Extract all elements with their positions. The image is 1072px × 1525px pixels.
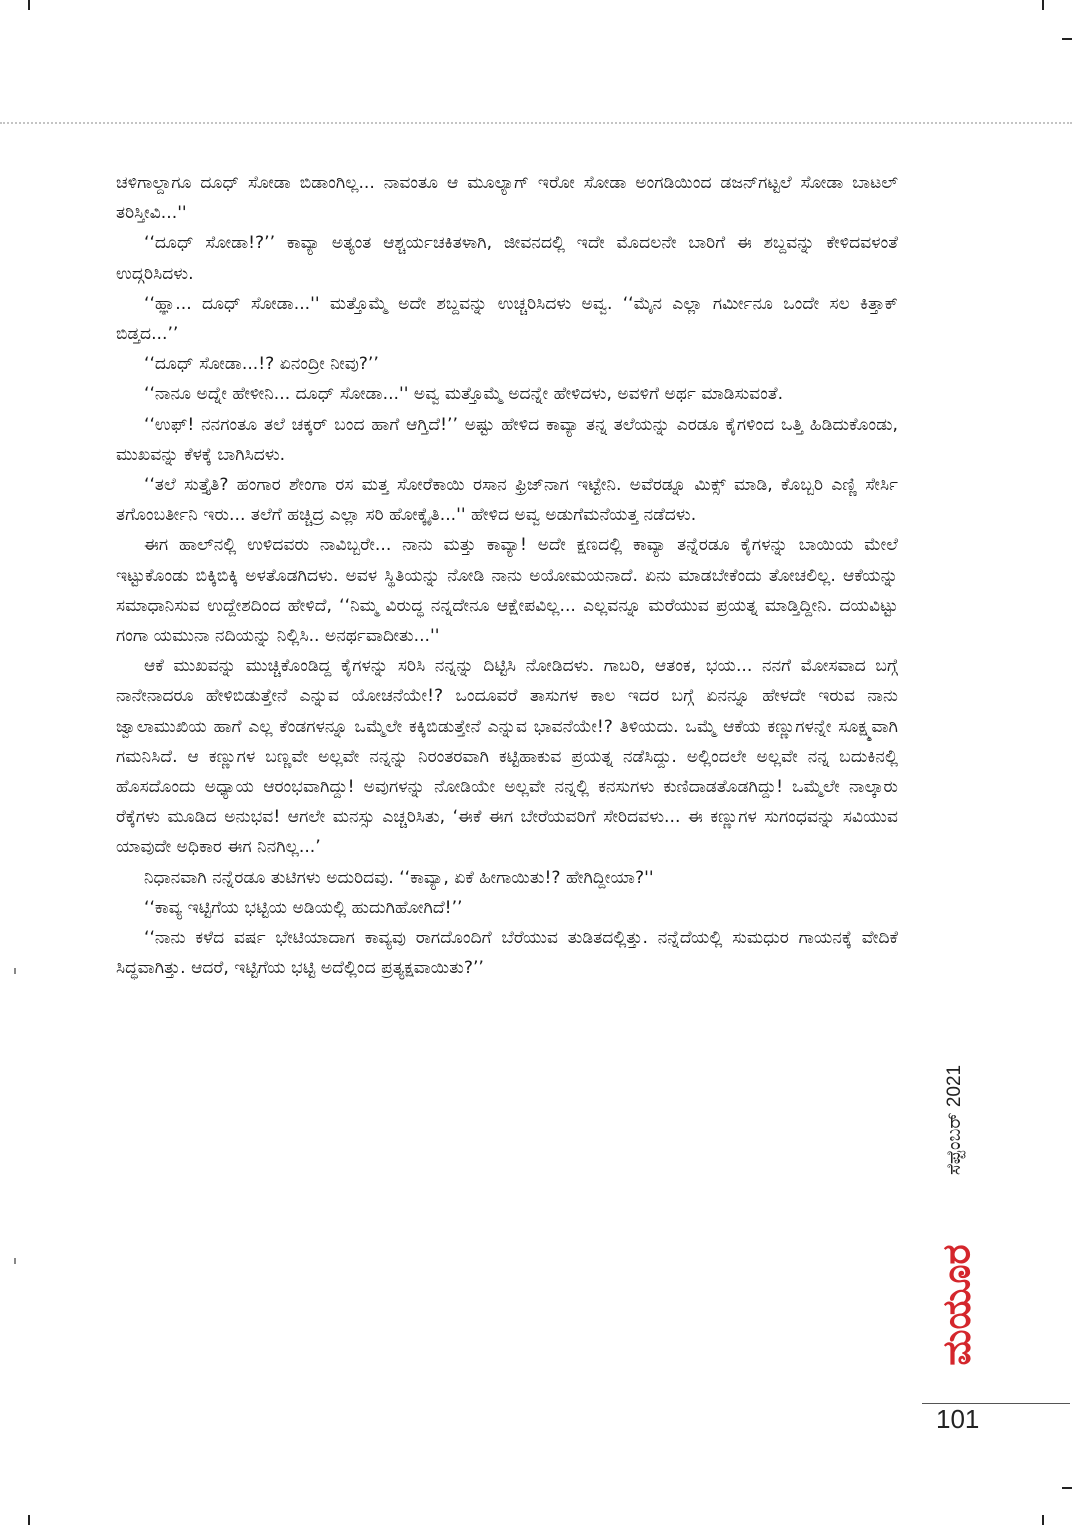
magazine-logo: ಮಯೂರ: [934, 1244, 979, 1366]
paragraph: ಆಕೆ ಮುಖವನ್ನು ಮುಚ್ಚಿಕೊಂಡಿದ್ದ ಕೈಗಳನ್ನು ಸರಿಸಿ ನನ್ನನ್ನು ದಿಟ್ಟಿಸಿ ನೋಡಿದಳು. ಗಾಬರಿ, ಆತಂಕ, ಭಯ... ನನಗೆ ಮೋಸವಾದ ಬಗ್ಗೆ ನಾನೇನಾದರೂ ಹೇಳಿಬಿಡುತ್ತೇನೆ ಎನ್ನುವ ಯೋಚನೆಯೇ!? ಒಂದೂವರೆ ತಾಸುಗಳ ಕಾಲ ಇದರ ಬಗ್ಗೆ ಏನನ್ನೂ ಹೇಳದೇ ಇರುವ ನಾನು ಜ್ವಾಲಾಮುಖಿಯ ಹಾಗೆ ಎಲ್ಲ ಕೆಂಡಗಳನ್ನೂ ಒಮ್ಮೆಲೇ ಕಕ್ಕಿಬಿಡುತ್ತೇನೆ ಎನ್ನುವ ಭಾವನೆಯೇ!? ತಿಳಿಯದು. ಒಮ್ಮೆ ಆಕೆಯ ಕಣ್ಣುಗಳನ್ನೇ ಸೂಕ್ಷ್ಮವಾಗಿ ಗಮನಿಸಿದೆ. ಆ ಕಣ್ಣುಗಳ ಬಣ್ಣವೇ ಅಲ್ಲವೇ ನನ್ನನ್ನು ನಿರಂತರವಾಗಿ ಕಟ್ಟಿಹಾಕುವ ಪ್ರಯತ್ನ ನಡೆಸಿದ್ದು. ಅಲ್ಲಿಂದಲೇ ಅಲ್ಲವೇ ನನ್ನ ಬದುಕಿನಲ್ಲಿ ಹೊಸದೊಂದು ಅಧ್ಯಾಯ ಆರಂಭವಾಗಿದ್ದು! ಅವುಗಳನ್ನು ನೋಡಿಯೇ ಅಲ್ಲವೇ ನನ್ನಲ್ಲಿ ಕನಸುಗಳು ಕುಣಿದಾಡತೊಡಗಿದ್ದು! ಒಮ್ಮೆಲೇ ನಾಲ್ಕಾರು ರೆಕ್ಕೆಗಳು ಮೂಡಿದ ಅನುಭವ! ಆಗಲೇ ಮನಸ್ಸು ಎಚ್ಚರಿಸಿತು, ‘ಈಕೆ ಈಗ ಬೇರೆಯವರಿಗೆ ಸೇರಿದವಳು... ಈ ಕಣ್ಣುಗಳ ಸುಗಂಧವನ್ನು ಸವಿಯುವ ಯಾವುದೇ ಅಧಿಕಾರ ಈಗ ನಿನಗಿಲ್ಲ...’: [116, 656, 898, 858]
crop-mark-top-right-side: [1062, 38, 1072, 40]
paragraph: ‘‘ನಾನು ಕಳೆದ ವರ್ಷ ಭೇಟಿಯಾದಾಗ ಕಾವ್ಯವು ರಾಗದೊಂದಿಗೆ ಬೆರೆಯುವ ತುಡಿತದಲ್ಲಿತ್ತು. ನನ್ನೆದೆಯಲ್ಲಿ ಸುಮಧುರ ಗಾಯನಕ್ಕೆ ವೇದಿಕೆ ಸಿದ್ಧವಾಗಿತ್ತು. ಆದರೆ, ಇಟ್ಟಿಗೆಯ ಭಟ್ಟಿ ಅದೆಲ್ಲಿಂದ ಪ್ರತ್ಯಕ್ಷವಾಯಿತು?’’: [116, 928, 898, 979]
page-number: 101: [936, 1404, 980, 1434]
crop-mark-top-right: [1042, 0, 1044, 10]
paragraph: ಚಳಿಗಾಲ್ದಾಗೂ ದೂಧ್ ಸೋಡಾ ಬಿಡಾಂಗಿಲ್ಲ... ನಾವಂತೂ ಆ ಮೂಲ್ಯಾಗ್ ಇರೋ ಸೋಡಾ ಅಂಗಡಿಯಿಂದ ಡಜನ್‌ಗಟ್ಟಲೆ ಸೋಡಾ ಬಾಟಲ್ ತರಿಸ್ತೀವಿ...'': [116, 173, 898, 224]
paragraph: ‘‘ದೂಧ್ ಸೋಡಾ...!? ಏನಂದ್ರೀ ನೀವು?’’: [144, 354, 379, 375]
paragraph: ‘‘ನಾನೂ ಅದ್ನೇ ಹೇಳೀನಿ... ದೂಧ್ ಸೋಡಾ...'' ಅವ್ವ ಮತ್ತೊಮ್ಮೆ ಅದನ್ನೇ ಹೇಳಿದಳು, ಅವಳಿಗೆ ಅರ್ಥ ಮಾಡಿಸುವಂತೆ.: [144, 384, 784, 405]
article-body: [116, 168, 898, 983]
print-speck: [14, 968, 16, 974]
paragraph: ‘‘ಹ್ಞಾ... ದೂಧ್ ಸೋಡಾ...'' ಮತ್ತೊಮ್ಮೆ ಅದೇ ಶಬ್ದವನ್ನು ಉಚ್ಚರಿಸಿದಳು ಅವ್ವ. ‘‘ಮೈನ ಎಲ್ಲಾ ಗರ್ಮೀನೂ ಒಂದೇ ಸಲ ಕಿತ್ತಾಕ್ ಬಿಡ್ತದ...’’: [116, 293, 898, 345]
crop-mark-top-left: [28, 0, 30, 10]
crop-mark-bottom-left: [28, 1515, 30, 1525]
paragraph: ‘‘ಉಫ್! ನನಗಂತೂ ತಲೆ ಚಕ್ಕರ್ ಬಂದ ಹಾಗೆ ಆಗ್ತಿದೆ!’’ ಅಷ್ಟು ಹೇಳಿದ ಕಾವ್ಯಾ ತನ್ನ ತಲೆಯನ್ನು ಎರಡೂ ಕೈಗಳಿಂದ ಒತ್ತಿ ಹಿಡಿದುಕೊಂಡು, ಮುಖವನ್ನು ಕೆಳಕ್ಕೆ ಬಾಗಿಸಿದಳು.: [116, 414, 898, 465]
crop-mark-bottom-right-side: [1062, 1487, 1072, 1489]
header-dotted-rule: [0, 122, 1072, 124]
print-speck: [14, 1258, 16, 1264]
paragraph: ‘‘ತಲೆ ಸುತ್ತೈತಿ? ಹಂಗಾರ ಶೇಂಗಾ ರಸ ಮತ್ತ ಸೋರೆಕಾಯಿ ರಸಾನ ಫ್ರಿಜ್‌ನಾಗ ಇಟ್ಟೇನಿ. ಅವೆರಡ್ನೂ ಮಿಕ್ಸ್ ಮಾಡಿ, ಕೊಬ್ಬರಿ ಎಣ್ಣಿ ಸೇರ್ಸಿ ತಗೊಂಬರ್ತೀನಿ ಇರು... ತಲೆಗೆ ಹಚ್ಚಿದ್ರ ಎಲ್ಲಾ ಸರಿ ಹೋಕ್ಕೈತಿ...'' ಹೇಳಿದ ಅವ್ವ ಅಡುಗೆಮನೆಯತ್ತ ನಡೆದಳು.: [116, 475, 898, 526]
paragraph: ‘‘ದೂಧ್ ಸೋಡಾ!?’’ ಕಾವ್ಯಾ ಅತ್ಯಂತ ಆಶ್ಚರ್ಯಚಕಿತಳಾಗಿ, ಜೀವನದಲ್ಲಿ ಇದೇ ಮೊದಲನೇ ಬಾರಿಗೆ ಈ ಶಬ್ದವನ್ನು ಕೇಳಿದವಳಂತೆ ಉದ್ಗರಿಸಿದಳು.: [116, 233, 898, 284]
crop-mark-bottom-right: [1042, 1515, 1044, 1525]
issue-date: ಸೆಪ್ಟೆಂಬರ್ 2021: [944, 1064, 965, 1176]
paragraph: ‘‘ಕಾವ್ಯ ಇಟ್ಟಿಗೆಯ ಭಟ್ಟಿಯ ಅಡಿಯಲ್ಲಿ ಹುದುಗಿಹೋಗಿದೆ!’’: [144, 897, 463, 918]
paragraph: ಈಗ ಹಾಲ್‌ನಲ್ಲಿ ಉಳಿದವರು ನಾವಿಬ್ಬರೇ... ನಾನು ಮತ್ತು ಕಾವ್ಯಾ! ಅದೇ ಕ್ಷಣದಲ್ಲಿ ಕಾವ್ಯಾ ತನ್ನೆರಡೂ ಕೈಗಳನ್ನು ಬಾಯಿಯ ಮೇಲೆ ಇಟ್ಟುಕೊಂಡು ಬಿಕ್ಕಿಬಿಕ್ಕಿ ಅಳತೊಡಗಿದಳು. ಅವಳ ಸ್ಥಿತಿಯನ್ನು ನೋಡಿ ನಾನು ಅಯೋಮಯನಾದೆ. ಏನು ಮಾಡಬೇಕೆಂದು ತೋಚಲಿಲ್ಲ. ಆಕೆಯನ್ನು ಸಮಾಧಾನಿಸುವ ಉದ್ದೇಶದಿಂದ ಹೇಳಿದೆ, ‘‘ನಿಮ್ಮ ವಿರುದ್ಧ ನನ್ನದೇನೂ ಆಕ್ಷೇಪವಿಲ್ಲ... ಎಲ್ಲವನ್ನೂ ಮರೆಯುವ ಪ್ರಯತ್ನ ಮಾಡ್ತಿದ್ದೀನಿ. ದಯವಿಟ್ಟು ಗಂಗಾ ಯಮುನಾ ನದಿಯನ್ನು ನಿಲ್ಲಿಸಿ.. ಅನರ್ಥವಾದೀತು...'': [116, 535, 898, 647]
paragraph: ನಿಧಾನವಾಗಿ ನನ್ನೆರಡೂ ತುಟಿಗಳು ಅದುರಿದವು. ‘‘ಕಾವ್ಯಾ, ಏಕೆ ಹೀಗಾಯಿತು!? ಹೇಗಿದ್ದೀಯಾ?'': [144, 867, 654, 888]
